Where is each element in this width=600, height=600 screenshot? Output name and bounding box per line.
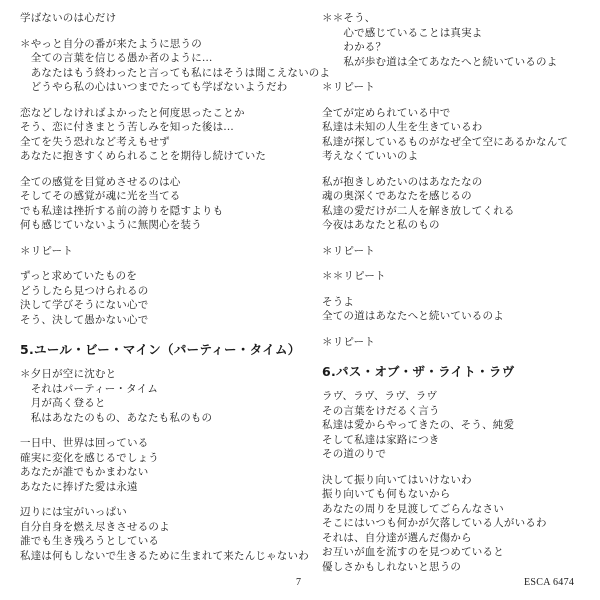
lyric-line: 学ばないのは心だけ	[20, 12, 117, 24]
lyric-line: 決して振り向いてはいけないわ	[322, 473, 472, 486]
lyric-line: ＊リピート	[322, 244, 376, 257]
lyric-line: 振り向いても何もないから	[322, 488, 451, 500]
lyric-line: その道のりで	[322, 448, 387, 460]
lyric-line: ＊リピート	[322, 81, 376, 93]
lyric-line: そしてその感覚が魂に光を当てる	[20, 190, 181, 202]
lyric-line: 私が歩む道は全てあなたへと続いているのよ	[322, 55, 558, 68]
lyric-line: そこにはいつも何かが欠落している人がいるわ	[322, 517, 547, 529]
lyric-line: ＊＊リピート	[322, 270, 386, 282]
lyric-line: ＊やっと自分の番が来たように思うの	[20, 37, 202, 50]
lyric-line: ラヴ、ラヴ、ラヴ、ラヴ	[322, 390, 438, 402]
song-title: 6.パス・オブ・ザ・ライト・ラヴ	[322, 364, 515, 379]
lyric-line: お互いが血を流すのを見つめていると	[322, 546, 504, 558]
lyric-line: 私達は何もしないで生きるために生まれて来たんじゃないわ	[20, 549, 309, 562]
lyric-line: でも私達は挫折する前の誇りを隠すよりも	[20, 204, 224, 217]
lyric-line: 私達の愛だけが二人を解き放してくれる	[322, 204, 515, 217]
song-title: 5.ユール・ビー・マイン（パーティー・タイム）	[20, 342, 301, 357]
lyric-line: 私達は愛からやってきたの、そう、純愛	[322, 419, 515, 431]
lyric-line: 恋などしなければよかったと何度思ったことか	[20, 106, 245, 119]
lyric-line: 魂の奥深くであなたを感じるの	[322, 190, 472, 202]
lyric-line: 全てを失う恐れなど考えもせず	[20, 135, 170, 148]
lyric-line: 全ての道はあなたへと続いているのよ	[322, 310, 504, 322]
lyric-line: ずっと求めていたものを	[20, 270, 138, 282]
lyric-line: 優しさかもしれないと思うの	[322, 560, 462, 573]
lyric-line: あなたに捧げた愛は永遠	[20, 480, 138, 493]
lyric-line: 全てが定められている中で	[322, 106, 451, 119]
lyric-line: それはパーティー・タイム	[20, 382, 159, 395]
lyric-line: 私が抱きしめたいのはあなたなの	[322, 175, 483, 188]
lyric-line: 私はあなたのもの、あなたも私のもの	[20, 411, 213, 424]
lyric-line: 何も感じていないように無関心を装う	[20, 219, 202, 231]
lyric-line: 自分自身を燃え尽きさせるのよ	[20, 520, 170, 533]
lyric-line: 月が高く登ると	[20, 397, 106, 409]
lyric-line: 誰でも生き残ろうとしている	[20, 535, 160, 547]
lyric-line: 辺りには宝がいっぱい	[20, 506, 127, 518]
lyric-line: 決して学びそうにない心で	[20, 299, 149, 311]
lyric-line: あなたに抱きすくめられることを期待し続けていた	[20, 150, 267, 162]
lyric-line: あなたが誰でもかまわない	[20, 466, 149, 478]
page-number: 7	[296, 577, 301, 588]
lyric-line: そうよ	[322, 295, 355, 308]
lyric-line: 私達が探しているものがなぜ全て空にあるかなんて	[322, 135, 569, 148]
lyric-line: 考えなくていいのよ	[322, 150, 419, 162]
lyric-line: 私達は未知の人生を生きているわ	[322, 121, 483, 133]
catalog-code: ESCA 6474	[524, 577, 575, 588]
lyric-line: 全ての言葉を信じる愚か者のように…	[20, 52, 213, 64]
lyric-line: あなたはもう終わったと言っても私にはそうは聞こえないのよ	[20, 66, 331, 79]
lyric-line: 心で感じていることは真実よ	[322, 26, 483, 39]
lyric-line: そう、恋に付きまとう苦しみを知った後は…	[20, 121, 234, 133]
lyric-line: 一日中、世界は回っている	[20, 437, 149, 449]
lyric-line: ＊＊そう、	[322, 12, 376, 24]
lyric-line: どうしたら見つけられるの	[20, 284, 149, 297]
lyric-line: そう、決して愚かない心で	[20, 313, 149, 326]
lyric-line: 確実に変化を感じるでしょう	[20, 451, 159, 464]
lyric-line: あなたの周りを見渡してごらんなさい	[322, 502, 504, 515]
lyric-line: わかる？	[322, 41, 387, 53]
lyric-line: 全ての感覚を目覚めさせるのは心	[20, 175, 181, 188]
lyric-line: ＊リピート	[20, 244, 74, 257]
lyric-line: それは、自分達が選んだ傷から	[322, 531, 472, 544]
lyric-line: ＊リピート	[322, 335, 376, 348]
lyric-line: ＊夕日が空に沈むと	[20, 368, 117, 380]
lyric-line: その言葉をけだるく言う	[322, 404, 440, 417]
lyric-line: 今夜はあなたと私のもの	[322, 219, 440, 231]
lyric-line: どうやら私の心はいつまでたっても学ばないようだわ	[20, 81, 288, 93]
lyric-line: そして私達は家路につき	[322, 433, 440, 446]
